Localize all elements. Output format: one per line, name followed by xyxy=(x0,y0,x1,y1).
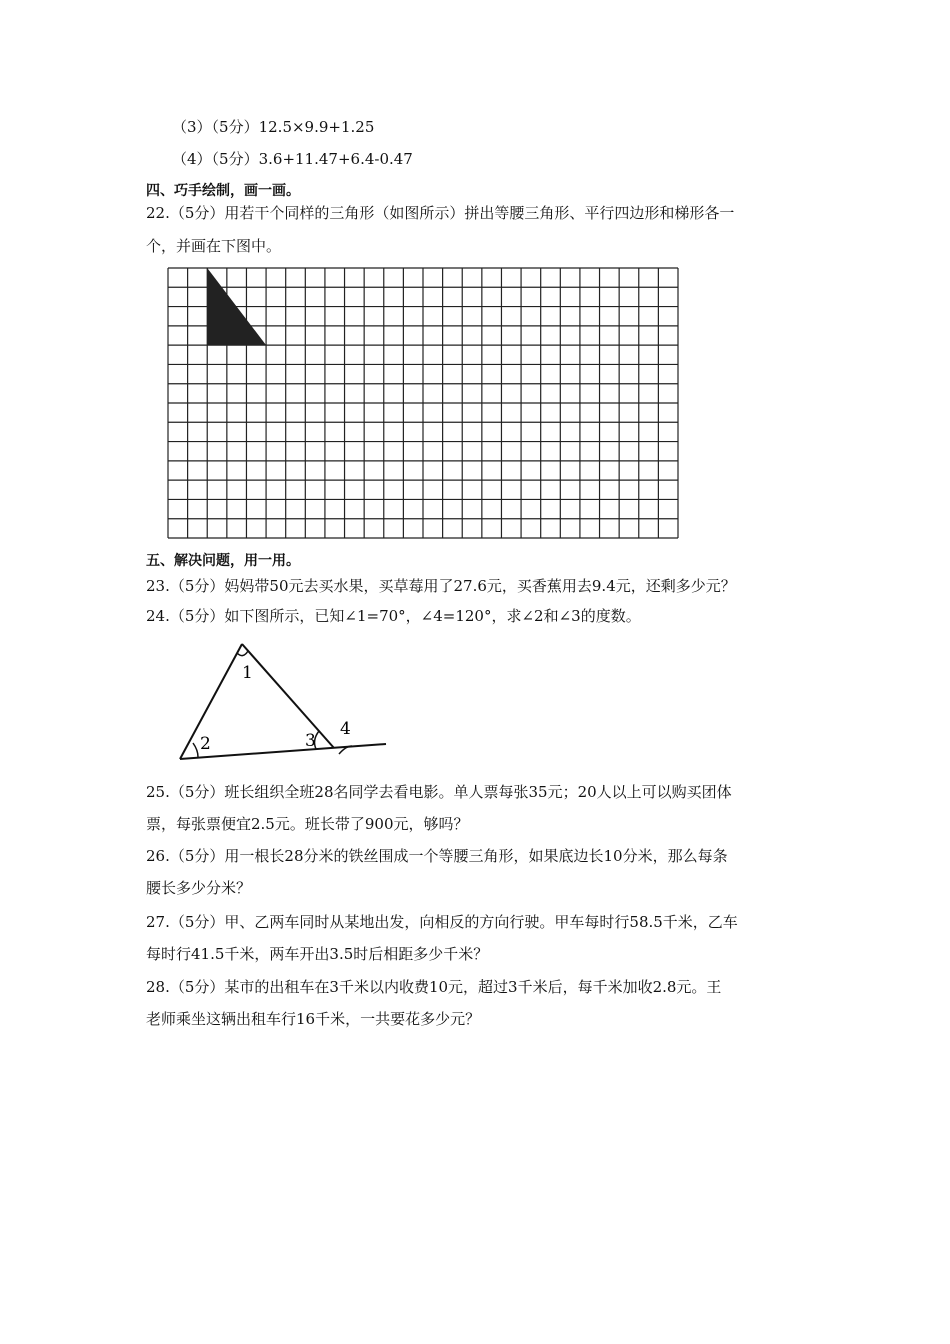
question-26-line-1: 26.（5分）用一根长28分米的铁丝围成一个等腰三角形，如果底边长10分米，那么每条 xyxy=(146,847,728,865)
triangle-left-side xyxy=(180,644,242,759)
question-27-line-2: 每时行41.5千米，两车开出3.5时后相距多少千米？ xyxy=(146,945,489,963)
angle-3-label: 3 xyxy=(305,731,316,751)
problem-4: （4）（5分）3.6+11.47+6.4-0.47 xyxy=(172,150,413,168)
question-27-line-1: 27.（5分）甲、乙两车同时从某地出发，向相反的方向行驶。甲车每时行58.5千米，乙车 xyxy=(146,913,738,931)
question-23: 23.（5分）妈妈带50元去买水果，买草莓用了27.6元，买香蕉用去9.4元，还剩多少元？ xyxy=(146,577,736,595)
angle-4-label: 4 xyxy=(340,719,351,739)
angle-1-label: 1 xyxy=(242,663,253,683)
question-26-line-2: 腰长多少分米？ xyxy=(146,879,252,897)
triangle-base-extended xyxy=(180,744,386,759)
question-25-line-1: 25.（5分）班长组织全班28名同学去看电影。单人票每张35元；20人以上可以购买团体 xyxy=(146,783,732,801)
question-24: 24.（5分）如下图所示，已知∠1=70°，∠4=120°，求∠2和∠3的度数。 xyxy=(146,607,641,625)
angle-2-arc xyxy=(193,743,198,757)
problem-3: （3）（5分）12.5×9.9+1.25 xyxy=(172,118,375,136)
question-22-line-1: 22.（5分）用若干个同样的三角形（如图所示）拼出等腰三角形、平行四边形和梯形各一 xyxy=(146,204,735,222)
angle-triangle-figure xyxy=(166,636,392,762)
question-28-line-2: 老师乘坐这辆出租车行16千米，一共要花多少元？ xyxy=(146,1010,481,1028)
drawing-grid[interactable] xyxy=(166,266,680,540)
section-4-heading: 四、巧手绘制，画一画。 xyxy=(146,183,300,199)
section-5-heading: 五、解决问题，用一用。 xyxy=(146,553,300,569)
question-25-line-2: 票，每张票便宜2.5元。班长带了900元，够吗？ xyxy=(146,815,469,833)
question-22-line-2: 个，并画在下图中。 xyxy=(146,237,282,255)
triangle-right-side xyxy=(242,644,334,748)
angle-2-label: 2 xyxy=(200,734,211,754)
question-28-line-1: 28.（5分）某市的出租车在3千米以内收费10元，超过3千米后，每千米加收2.8元。王 xyxy=(146,978,722,996)
